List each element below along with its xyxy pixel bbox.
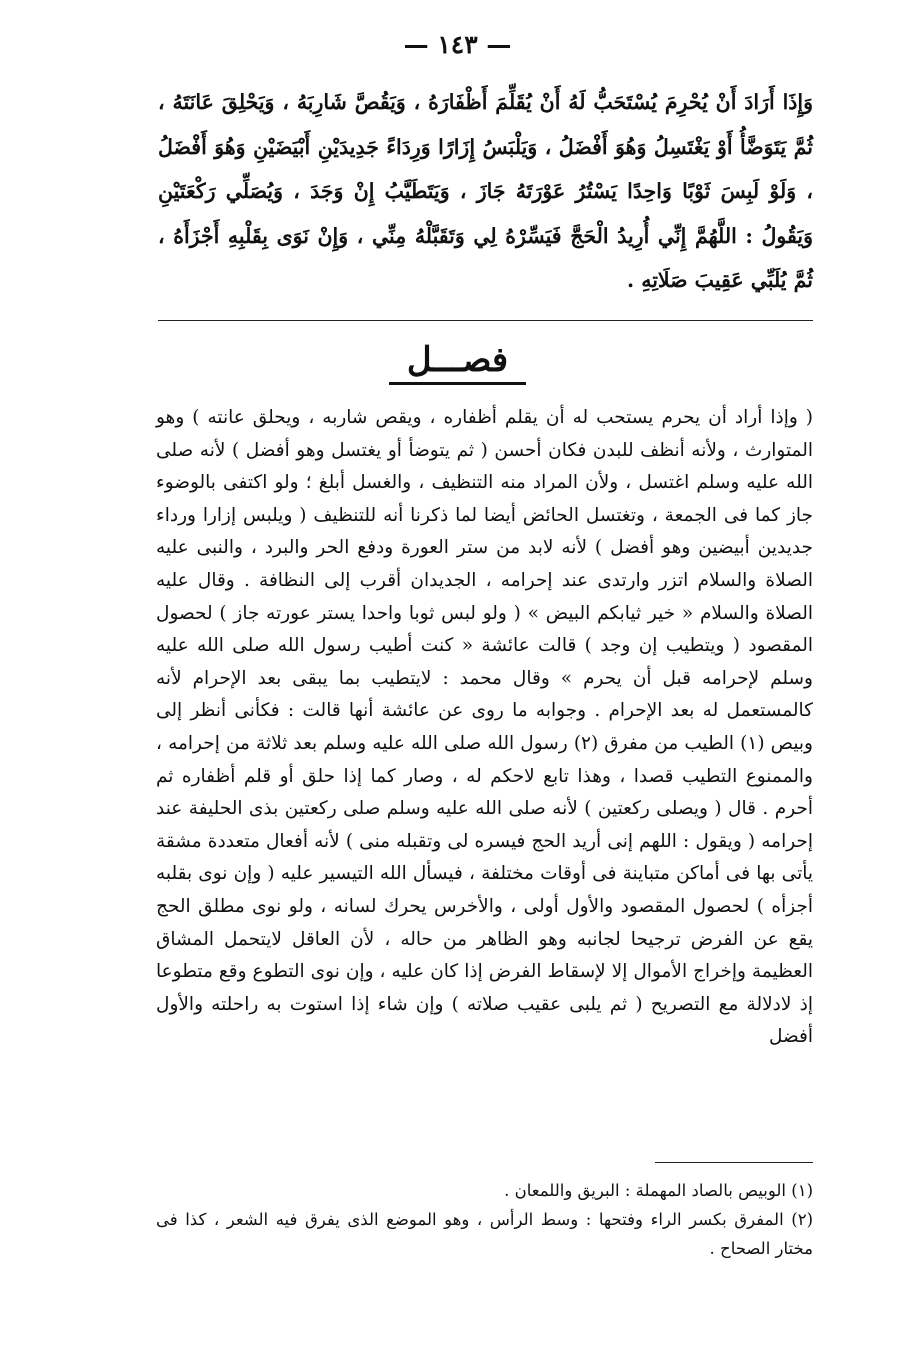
matn-text: وَإِذَا أَرَادَ أَنْ يُحْرِمَ يُسْتَحَبُّ لَهُ أَنْ يُقَلِّمَ أَظْفَارَهُ ، وَيَقُصَّ شَارِبَهُ ، وَيَحْلِقَ عَانَتَهُ ، ثُمَّ يَتَوَضَّأُ أَوْ يَغْتَسِلُ وَهُوَ أَفْضَلُ ، وَيَلْبَسُ إِزَارًا وَرِدَاءً جَدِيدَيْنِ أَبْيَضَيْنِ وَهُوَ أَفْضَلُ ، وَلَوْ لَبِسَ ثَوْبًا وَاحِدًا يَسْتُرُ عَوْرَتَهُ جَازَ ، وَيَتَطَيَّبُ إِنْ وَجَدَ ، وَيُصَلِّي رَكْعَتَيْنِ وَيَقُولُ : اللَّهُمَّ إِنِّي أُرِيدُ الْحَجَّ فَيَسِّرْهُ لِي وَتَقَبَّلْهُ مِنِّي ، وَإِنْ نَوَى بِقَلْبِهِ أَجْزَأَهُ ، ثُمَّ يُلَبِّي عَقِيبَ صَلَاتِهِ . [158,90,813,292]
matn-divider [158,320,813,321]
section-heading [0,340,915,385]
section-heading-label: فصـــل [389,340,526,385]
footnote-1 [156,1176,813,1205]
commentary-text: ( وإذا أراد أن يحرم يستحب له أن يقلم أظفاره ، ويقص شاربه ، ويحلق عانته ) وهو المتوارث ، ولأنه أنظف للبدن فكان أحسن ( ثم يتوضأ أو يغتسل وهو أفضل ) لأنه صلى الله عليه وسلم اغتسل ، ولأن المراد منه التنظيف ، والغسل أبلغ ؛ ولو اكتفى بالوضوء جاز كما فى الجمعة ، وتغتسل الحائض أيضا لما ذكرنا أنه للتنظيف ( ويلبس إزارا ورداء جديدين أبيضين وهو أفضل ) لأنه لابد من ستر العورة ودفع الحر والبرد ، والنبى عليه الصلاة والسلام اتزر وارتدى عند إحرامه ، الجديدان أقرب إلى النظافة . وقال عليه الصلاة والسلام « خير ثيابكم البيض » ( ولو لبس ثوبا واحدا يستر عورته جاز ) لحصول المقصود ( ويتطيب إن وجد ) قالت عائشة « كنت أطيب رسول الله صلى الله عليه وسلم لإحرامه قبل أن يحرم » وقال محمد : لايتطيب بما يبقى بعد الإحرام لأنه كالمستعمل له بعد الإحرام . وجوابه ما روى عن عائشة أنها قالت : فكأنى أنظر إلى وبيص (١) الطيب من مفرق (٢) رسول الله صلى الله عليه وسلم بعد ثلاثة من إحرامه ، والممنوع التطيب قصدا ، وهذا تابع لاحكم له ، وصار كما إذا حلق أو قلم أظفاره ثم أحرم . قال ( ويصلى ركعتين ) لأنه صلى الله عليه وسلم صلى ركعتين بذى الحليفة عند إحرامه ( ويقول : اللهم إنى أريد الحج فيسره لى وتقبله منى ) لأنه أفعال متعددة مشقة يأتى بها فى أماكن متباينة فى أوقات مختلفة ، فيسأل الله التيسير عليه ( وإن نوى بقلبه أجزأه ) لحصول المقصود والأول أولى ، والأخرس يحرك لسانه ، ولو نوى مطلق الحج يقع عن الفرض ترجيحا لجانبه وهو الظاهر من حاله ، لأن العاقل لايتحمل المشاق العظيمة وإخراج الأموال إلا لإسقاط الفرض إذا كان عليه ، وإن نوى التطوع وقع متطوعا إذ لادلالة مع التصريح ( ثم يلبى عقيب صلاته ) وإن شاء إذا استوت به راحلته والأول أفضل [156,407,813,1048]
page-number: — ١٤٣ — [403,30,512,59]
footnote-divider [655,1162,813,1163]
footnotes [156,1176,813,1263]
footnote-2 [156,1205,813,1263]
footnote-marker: (٢) [791,1210,813,1229]
footnote-text: الوبيص بالصاد المهملة : البريق واللمعان . [504,1181,786,1200]
footnote-marker: (١) [791,1181,813,1200]
footnote-text: المفرق بكسر الراء وفتحها : وسط الرأس ، وهو الموضع الذى يفرق فيه الشعر ، كذا فى مختار الصحاح . [156,1210,813,1258]
